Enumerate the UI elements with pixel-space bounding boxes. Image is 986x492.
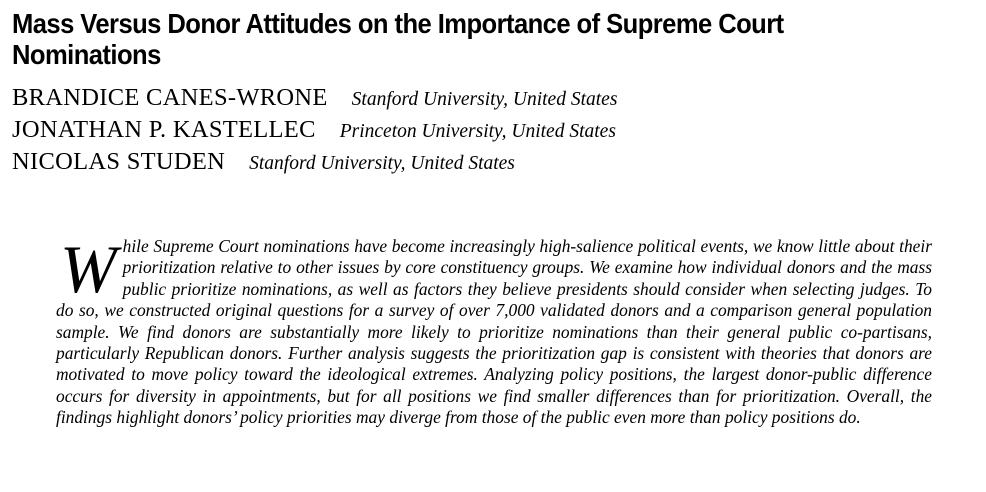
author-name: BRANDICE CANES-WRONE bbox=[12, 84, 328, 111]
abstract bbox=[56, 231, 932, 429]
abstract-text: hile Supreme Court nominations have become increasingly high-salience political events, we know little about their prioritization relative to other issues by core constituency groups. We examine how individual donors and the mass public prioritize nominations, as well as factors they believe presidents should consider when selecting judges. To do so, we constructed original questions for a survey of over 7,000 validated donors and a comparison general population sample. We find donors are substantially more likely to prioritize nominations than their general public co-partisans, particularly Republican donors. Further analysis suggests the prioritization gap is consistent with theories that donors are motivated to move policy toward the ideological extremes. Analyzing policy positions, the largest donor-public difference occurs for diversity in appointments, but for all positions we find smaller differences than for prioritization. Overall, the findings highlight donors’ policy priorities may diverge from those of the public even more than policy positions do. bbox=[56, 236, 932, 428]
author-affiliation: Stanford University, United States bbox=[351, 89, 618, 110]
paper-title: Mass Versus Donor Attitudes on the Importance of Supreme Court Nominations bbox=[12, 8, 784, 70]
author-name: NICOLAS STUDEN bbox=[12, 148, 226, 175]
author-affiliation: Stanford University, United States bbox=[249, 153, 515, 174]
abstract-drop-cap: W bbox=[60, 231, 117, 307]
author-affiliation: Princeton University, United States bbox=[339, 121, 616, 142]
author-entry bbox=[12, 148, 912, 180]
author-list bbox=[12, 84, 912, 180]
author-entry bbox=[12, 84, 912, 116]
author-entry bbox=[12, 116, 912, 148]
author-name: JONATHAN P. KASTELLEC bbox=[12, 116, 316, 143]
